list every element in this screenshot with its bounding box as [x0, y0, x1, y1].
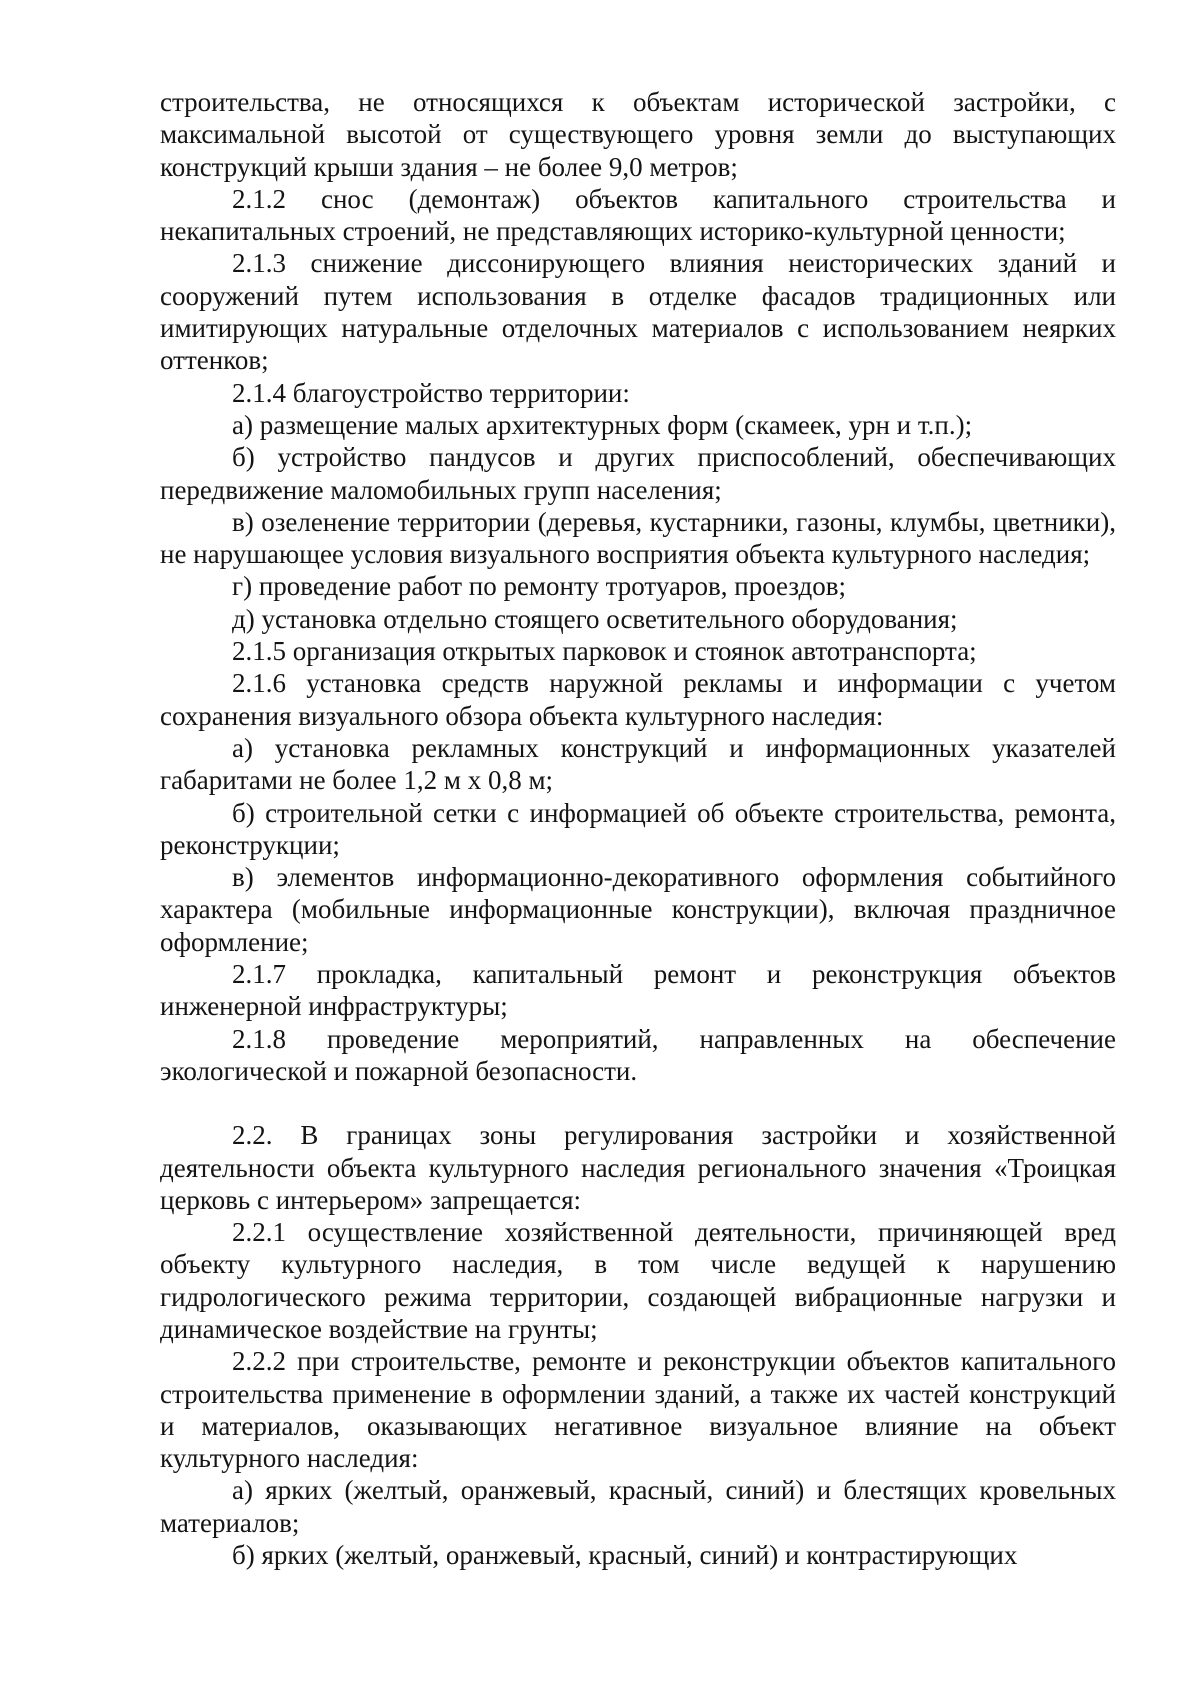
paragraph-2-2: 2.2. В границах зоны регулирования застройки и хозяйственной деятельности объекта культурного наследия регионального значения «Троицкая церковь с интерьером» запрещается: [160, 1120, 1116, 1215]
paragraph-2-1-3: 2.1.3 снижение диссонирующего влияния неисторических зданий и сооружений путем использования в отделке фасадов традиционных или имитирующих натуральные отделочных материалов с использованием неярких оттенков; [160, 248, 1116, 376]
paragraph-2-1-4-b: б) устройство пандусов и других приспособлений, обеспечивающих передвижение маломобильных групп населения; [160, 442, 1116, 505]
paragraph-2-1-6-v: в) элементов информационно-декоративного оформления событийного характера (мобильные информационные конструкции), включая праздничное оформление; [160, 862, 1116, 957]
paragraph-2-1-6-a: а) установка рекламных конструкций и информационных указателей габаритами не более 1,2 м х 0,8 м; [160, 732, 1116, 796]
paragraph-continuation: строительства, не относящихся к объектам исторической застройки, с максимальной высотой от существующего уровня земли до выступающих конструкций крыши здания – не более 9,0 метров; [160, 87, 1116, 182]
paragraph-2-1-7: 2.1.7 прокладка, капитальный ремонт и реконструкция объектов инженерной инфраструктуры; [160, 959, 1116, 1022]
paragraph-2-1-4-v: в) озеленение территории (деревья, кустарники, газоны, клумбы, цветники), не нарушающее условия визуального восприятия объекта культурного наследия; [160, 506, 1116, 570]
paragraph-2-1-8: 2.1.8 проведение мероприятий, направленных на обеспечение экологической и пожарной безопасности. [160, 1023, 1116, 1086]
paragraph-2-1-2: 2.1.2 снос (демонтаж) объектов капитального строительства и некапитальных строений, не представляющих историко-культурной ценности; [160, 183, 1116, 247]
paragraph-2-1-6-b: б) строительной сетки с информацией об объекте строительства, ремонта, реконструкции; [160, 797, 1116, 860]
paragraph-2-1-4-d: д) установка отдельно стоящего осветительного оборудования; [232, 603, 958, 634]
paragraph-2-2-2-a: а) ярких (желтый, оранжевый, красный, синий) и блестящих кровельных материалов; [160, 1475, 1116, 1538]
paragraph-2-2-2: 2.2.2 при строительстве, ремонте и реконструкции объектов капитального строительства применение в оформлении зданий, а также их частей конструкций и материалов, оказывающих негативное визуальное влияние на объект культурного наследия: [160, 1346, 1116, 1474]
paragraph-2-1-6: 2.1.6 установка средств наружной рекламы и информации с учетом сохранения визуального обзора объекта культурного наследия: [160, 668, 1116, 731]
paragraph-2-1-4-a: а) размещение малых архитектурных форм (скамеек, урн и т.п.); [232, 409, 973, 440]
paragraph-2-1-5: 2.1.5 организация открытых парковок и стоянок автотранспорта; [232, 636, 977, 667]
document-body [160, 86, 1116, 1571]
paragraph-2-1-4: 2.1.4 благоустройство территории: [232, 377, 630, 408]
paragraph-2-1-4-g: г) проведение работ по ремонту тротуаров, проездов; [232, 571, 847, 602]
paragraph-2-2-1: 2.2.1 осуществление хозяйственной деятельности, причиняющей вред объекту культурного наследия, в том числе ведущей к нарушению гидрологического режима территории, создающей вибрационные нагрузки и динамическое воздействие на грунты; [160, 1217, 1116, 1344]
paragraph-2-2-2-b: б) ярких (желтый, оранжевый, красный, синий) и контрастирующих [232, 1540, 1018, 1571]
